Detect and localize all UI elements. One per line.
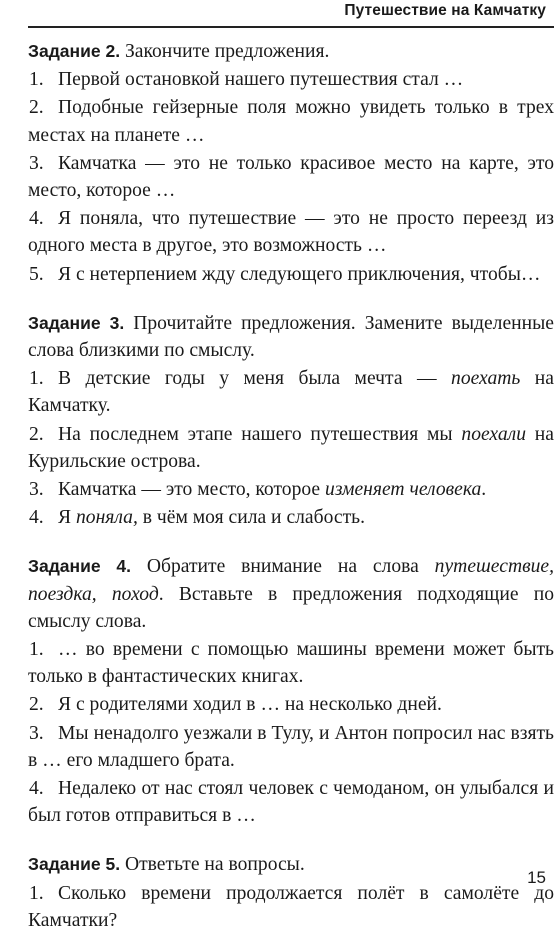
task-instruction-tail: . Вставьте в предложения подходящие по смыслу слова. [28, 583, 554, 632]
task-item [28, 775, 554, 829]
item-number: 4. [29, 507, 44, 529]
task-item [28, 421, 554, 475]
task-item [28, 150, 554, 204]
item-number: 1. [29, 368, 44, 390]
item-number: 3. [29, 722, 44, 744]
task-5 [28, 851, 554, 934]
item-number: 2. [29, 423, 44, 445]
highlighted-word: поехали [461, 423, 526, 445]
page-number: 15 [527, 868, 546, 887]
task-label: Задание 4. [28, 556, 132, 577]
task-label: Задание 5. [28, 854, 121, 875]
item-number: 1. [29, 882, 44, 904]
item-text: Недалеко от нас стоял человек с чемоданом, он улыбался и был готов отправиться в … [28, 778, 554, 827]
item-number: 2. [29, 97, 44, 119]
item-number: 4. [29, 778, 44, 800]
task-instruction: Прочитайте предложения. Замените выделенные слова близкими по смыслу. [28, 312, 554, 362]
task-item [28, 880, 554, 934]
task-2 [28, 38, 554, 288]
item-text: Камчатка — это не только красивое место на карте, это место, которое … [28, 152, 554, 202]
running-header: Путешествие на Камчатку [344, 2, 546, 19]
item-text: Я с родителями ходил в … на несколько дней. [58, 694, 442, 716]
task-3 [28, 310, 554, 532]
item-number: 5. [29, 263, 44, 285]
task-item [28, 66, 554, 93]
item-number: 1. [29, 69, 44, 91]
item-number: 3. [29, 152, 44, 174]
task-item [28, 94, 554, 148]
task-4 [28, 553, 554, 829]
item-text: … во времени с помощью машины времени может быть только в фантастических книгах. [28, 639, 554, 688]
item-text: Я [58, 507, 76, 529]
item-number: 3. [29, 479, 44, 501]
item-text: Сколько времени продолжается полёт в самолёте до Камчатки? [28, 882, 554, 931]
item-number: 2. [29, 694, 44, 716]
highlighted-word: поехать [451, 368, 521, 390]
item-text: Подобные гейзерные поля можно увидеть только в трех местах на планете … [28, 97, 554, 146]
item-text-tail: . [481, 479, 487, 501]
item-text: На последнем этапе нашего путешествия мы [58, 423, 462, 445]
item-text-tail: в чём моя сила и слабость. [137, 507, 365, 529]
task-heading [28, 38, 554, 65]
task-label: Задание 3. [28, 312, 125, 333]
item-text: Первой остановкой нашего путешествия стал … [58, 69, 464, 91]
task-instruction: Закончите предложения. [120, 41, 330, 62]
item-text-tail: на Камчатку. [28, 368, 554, 417]
task-instruction: Ответьте на вопросы. [120, 854, 305, 876]
header-divider [28, 26, 554, 28]
item-text: В детские годы у меня была мечта — [58, 368, 452, 390]
task-label: Задание 2. [28, 41, 121, 61]
item-text: Мы ненадолго уезжали в Тулу, и Антон попросил нас взять в … его младшего брата. [28, 722, 554, 771]
task-item [28, 636, 554, 690]
highlighted-word: изменяет человека [325, 479, 482, 501]
page-content [28, 38, 554, 935]
task-item [28, 261, 554, 288]
item-number: 4. [29, 208, 44, 230]
item-text: Я с нетерпением жду следующего приключения, чтобы… [58, 263, 541, 285]
task-item [28, 691, 554, 718]
task-item [28, 205, 554, 259]
highlighted-words: путешествие, поездка, поход [28, 556, 554, 605]
task-item [28, 720, 554, 774]
task-item [28, 504, 554, 531]
item-number: 1. [29, 639, 44, 661]
task-heading [28, 851, 554, 878]
item-text: Камчатка — это место, которое [58, 479, 326, 501]
item-text: Я поняла, что путешествие — это не просто переезд из одного места в другое, это возможность … [28, 208, 554, 257]
task-item [28, 476, 554, 503]
task-item [28, 365, 554, 419]
task-instruction: Обратите внимание на слова [131, 556, 435, 578]
item-text-tail: на Курильские острова. [28, 423, 554, 472]
highlighted-word: поняла, [75, 507, 138, 529]
task-heading [28, 553, 554, 635]
task-heading [28, 310, 554, 364]
